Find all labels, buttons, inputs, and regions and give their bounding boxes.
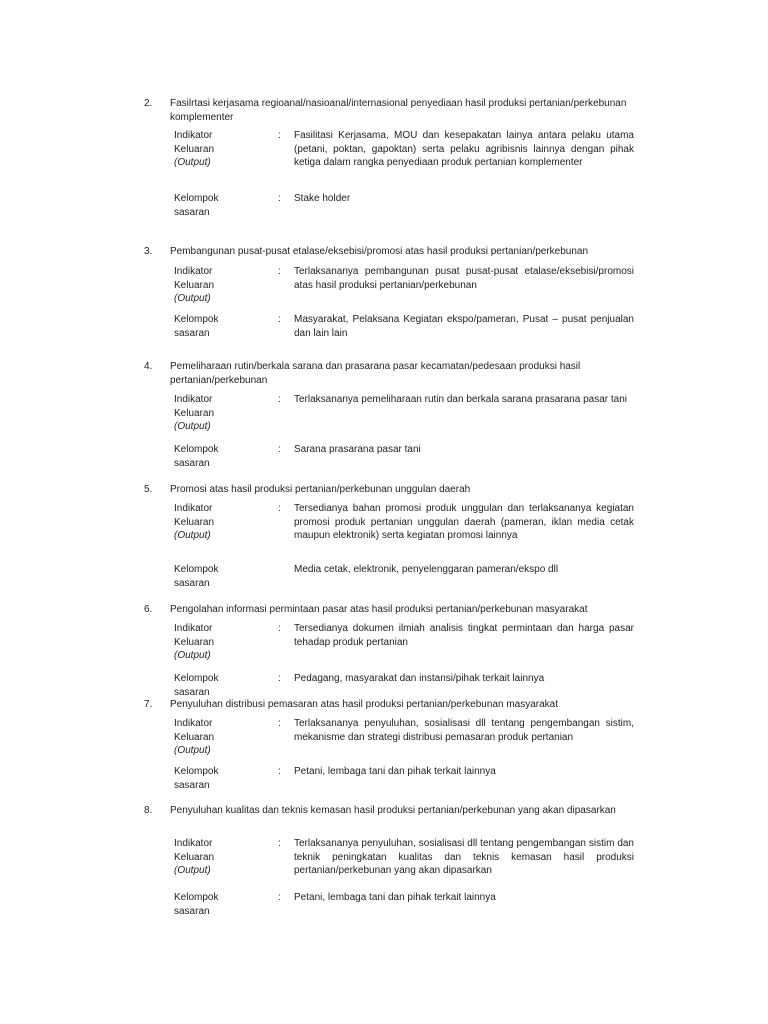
colon: : <box>278 766 281 777</box>
indikator-label: Indikator Keluaran (Output) <box>174 266 215 304</box>
colon: : <box>278 503 281 514</box>
sasaran-value: Stake holder <box>294 193 351 204</box>
colon: : <box>278 623 281 634</box>
item-number: 2. <box>144 98 153 109</box>
indikator-label: Indikator Keluaran (Output) <box>174 503 215 541</box>
sasaran-label: Kelompok sasaran <box>174 193 219 218</box>
colon: : <box>278 314 281 325</box>
indikator-label: Indikator Keluaran (Output) <box>174 130 215 168</box>
sasaran-value: Petani, lembaga tani dan pihak terkait lainnya <box>294 766 496 777</box>
sasaran-label: Kelompok sasaran <box>174 444 219 469</box>
indikator-value: Tersedianya dokumen ilmiah analisis tingkat permintaan dan harga pasar tehadap produk pertanian <box>294 623 634 648</box>
colon: : <box>278 394 281 405</box>
item-title: Pemeliharaan rutin/berkala sarana dan prasarana pasar kecamatan/pedesaan produksi hasil pertanian/perkebunan <box>170 361 581 386</box>
colon: : <box>278 892 281 903</box>
indikator-label: Indikator Keluaran (Output) <box>174 394 215 432</box>
sasaran-value: Media cetak, elektronik, penyelenggaran pameran/ekspo dll <box>294 564 559 575</box>
item-title: Pengolahan informasi permintaan pasar atas hasil produksi pertanian/perkebunan masyarakat <box>170 604 588 615</box>
sasaran-value: Masyarakat, Pelaksana Kegiatan ekspo/pameran, Pusat – pusat penjualan dan lain lain <box>294 314 634 339</box>
indikator-value: Terlaksananya pembangunan pusat pusat-pusat etalase/eksebisi/promosi atas hasil produksi pertanian/perkebunan <box>294 266 634 291</box>
indikator-value: Terlaksananya penyuluhan, sosialisasi dll tentang pengembangan sistim, mekanisme dan strategi distribusi pemasaran produk pertanian <box>294 718 634 743</box>
item-number: 7. <box>144 699 153 710</box>
sasaran-value: Sarana prasarana pasar tani <box>294 444 421 455</box>
sasaran-label: Kelompok sasaran <box>174 766 219 791</box>
colon: : <box>278 444 281 455</box>
indikator-value: Tersedianya bahan promosi produk unggulan dan terlaksananya kegiatan promosi produk pertanian unggulan daerah (pameran, iklan media cetak maupun elektronik) serta kegiatan promosi lainnya <box>294 503 634 541</box>
item-number: 3. <box>144 246 153 257</box>
indikator-label: Indikator Keluaran (Output) <box>174 623 215 661</box>
indikator-value: Fasilitasi Kerjasama, MOU dan kesepakatan lainya antara pelaku utama (petani, poktan, gapoktan) serta pelaku agribisnis lainnya dengan pihak ketiga dalam rangka penyediaan produk pertanian komplementer <box>294 130 634 168</box>
colon: : <box>278 266 281 277</box>
item-number: 4. <box>144 361 153 372</box>
item-number: 5. <box>144 484 153 495</box>
item-number: 8. <box>144 805 153 816</box>
item-title: Pembangunan pusat-pusat etalase/eksebisi/promosi atas hasil produksi pertanian/perkebunan <box>170 246 589 257</box>
sasaran-label: Kelompok sasaran <box>174 314 219 339</box>
colon: : <box>278 130 281 141</box>
item-title: Promosi atas hasil produksi pertanian/perkebunan unggulan daerah <box>170 484 471 495</box>
sasaran-label: Kelompok sasaran <box>174 673 219 698</box>
sasaran-label: Kelompok sasaran <box>174 564 219 589</box>
sasaran-value: Pedagang, masyarakat dan instansi/pihak terkait lainnya <box>294 673 545 684</box>
colon: : <box>278 838 281 849</box>
colon: : <box>278 193 281 204</box>
colon: : <box>278 673 281 684</box>
indikator-value: Terlaksananya penyuluhan, sosialisasi dll tentang pengembangan sistim dan teknik peningkatan kualitas dan teknis kemasan hasil produksi pertanian/perkebunan yang akan dipasarkan <box>294 838 634 876</box>
item-title: Fasilrtasi kerjasama regioanal/nasioanal/internasional penyediaan hasil produksi pertanian/perkebunan komplementer <box>170 98 627 123</box>
item-number: 6. <box>144 604 153 615</box>
colon: : <box>278 718 281 729</box>
sasaran-value: Petani, lembaga tani dan pihak terkait lainnya <box>294 892 496 903</box>
indikator-label: Indikator Keluaran (Output) <box>174 838 215 876</box>
indikator-value: Terlaksananya pemeliharaan rutin dan berkala sarana prasarana pasar tani <box>294 394 627 405</box>
sasaran-label: Kelompok sasaran <box>174 892 219 917</box>
item-title: Penyuluhan kualitas dan teknis kemasan hasil produksi pertanian/perkebunan yang akan dipasarkan <box>170 805 616 816</box>
indikator-label: Indikator Keluaran (Output) <box>174 718 215 756</box>
item-title: Penyuluhan distribusi pemasaran atas hasil produksi pertanian/perkebunan masyarakat <box>170 699 559 710</box>
